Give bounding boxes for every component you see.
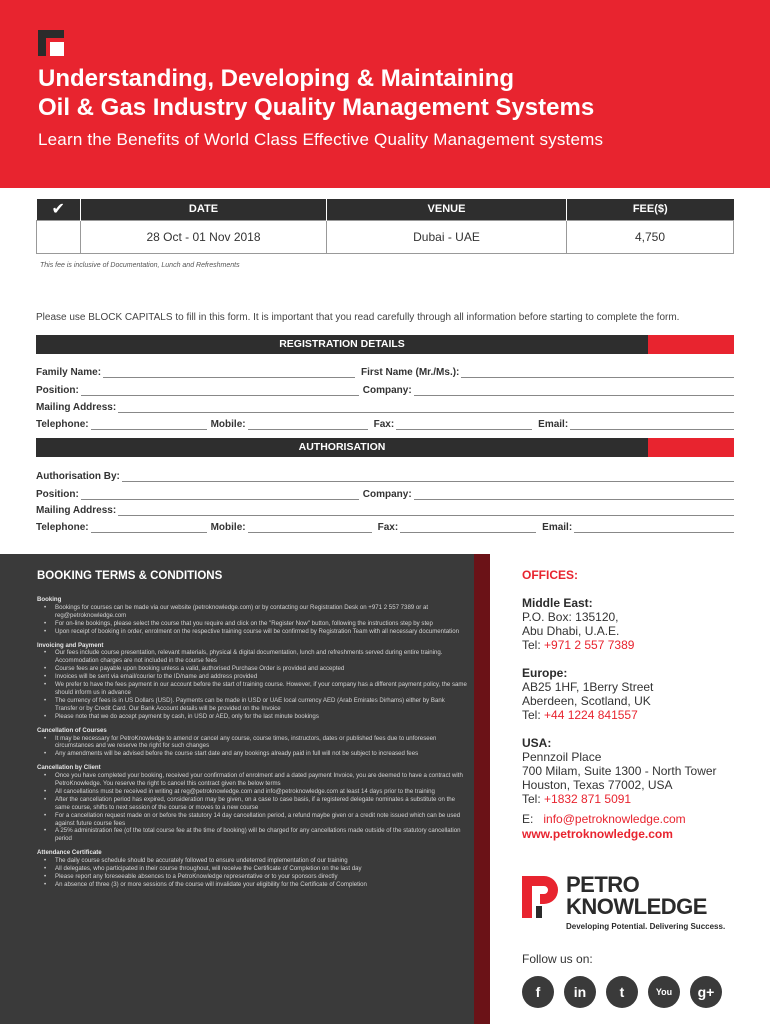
auth-position-row bbox=[36, 486, 734, 500]
tel-label: Tel: bbox=[522, 708, 545, 722]
office-address-line: Aberdeen, Scotland, UK bbox=[522, 694, 651, 708]
fee-table bbox=[36, 199, 734, 254]
company-label: Company: bbox=[362, 385, 412, 396]
mailing-address-field[interactable] bbox=[118, 403, 734, 413]
social-icons bbox=[522, 976, 722, 1008]
email-field[interactable] bbox=[570, 420, 734, 430]
position-label: Position: bbox=[36, 385, 79, 396]
mailing-address-label: Mailing Address: bbox=[36, 402, 117, 413]
terms-section-title: Invoicing and Payment bbox=[37, 641, 104, 649]
telephone-label: Telephone: bbox=[36, 419, 89, 430]
list-item: • Any amendments will be advised before the course start date and any bookings already paid in full will not be subject to increased fees bbox=[37, 750, 467, 758]
contact-email-link[interactable]: info@petroknowledge.com bbox=[543, 812, 686, 826]
registration-heading-bar bbox=[36, 335, 734, 354]
terms-body bbox=[37, 596, 467, 889]
logo-tagline: Developing Potential. Delivering Success. bbox=[566, 922, 726, 931]
fee-note: This fee is inclusive of Documentation, Lunch and Refreshments bbox=[40, 262, 240, 269]
list-item: • The daily course schedule should be accurately followed to ensure undeterred implementation of our training bbox=[37, 857, 467, 865]
auth-company-field[interactable] bbox=[414, 490, 734, 500]
email-prefix-label: E: bbox=[522, 812, 534, 826]
page-subtitle: Learn the Benefits of World Class Effective Quality Management systems bbox=[38, 130, 604, 149]
header-banner bbox=[0, 0, 770, 188]
auth-mobile-label: Mobile: bbox=[210, 522, 246, 533]
googleplus-icon[interactable]: g+ bbox=[690, 976, 722, 1008]
first-name-label: First Name (Mr./Ms.): bbox=[361, 367, 460, 378]
list-item: • A 25% administration fee (of the total course fee at the time of booking) will be charged for any cancellations made outside of the statutory cancellation period bbox=[37, 827, 467, 843]
office-phone[interactable]: +44 1224 841557 bbox=[544, 708, 638, 722]
column-header-venue: VENUE bbox=[327, 199, 567, 220]
office-phone[interactable]: +1832 871 5091 bbox=[544, 792, 632, 806]
telephone-field[interactable] bbox=[91, 420, 207, 430]
auth-fax-label: Fax: bbox=[377, 522, 399, 533]
office-name: Middle East: bbox=[522, 596, 593, 610]
terms-section-title: Cancellation by Client bbox=[37, 764, 101, 772]
office-address-line: 700 Milam, Suite 1300 - North Tower bbox=[522, 764, 717, 778]
list-item: • For on-line bookings, please select the course that you require and click on the "Register Now" button, following the instructions step by step bbox=[37, 620, 467, 628]
first-name-field[interactable] bbox=[461, 368, 734, 378]
list-item: • For a cancellation request made on or before the statutory 14 day cancellation period, a refund maybe given or a credit note issued which can be used against future course fees bbox=[37, 812, 467, 828]
logo-mark-icon bbox=[522, 876, 558, 918]
office-address-line: AB25 1HF, 1Berry Street bbox=[522, 680, 654, 694]
family-name-label: Family Name: bbox=[36, 367, 102, 378]
terms-section-title: Attendance Certificate bbox=[37, 849, 102, 857]
list-item: • All delegates, who participated in their course throughout, will receive the Certificate of Completion on the last day bbox=[37, 865, 467, 873]
company-field[interactable] bbox=[414, 386, 734, 396]
title-line-2: Oil & Gas Industry Quality Management Systems bbox=[38, 94, 595, 121]
office-address-line: P.O. Box: 135120, bbox=[522, 610, 619, 624]
mailing-address-row bbox=[36, 399, 734, 413]
list-item: • Our fees include course presentation, relevant materials, physical & digital documentation, lunch and refreshments served during entire training. Accommodation charges are not included in the course fees bbox=[37, 649, 467, 665]
registration-heading: REGISTRATION DETAILS bbox=[279, 338, 405, 350]
page-title bbox=[38, 64, 738, 122]
select-checkbox[interactable] bbox=[37, 220, 81, 253]
linkedin-icon[interactable]: in bbox=[564, 976, 596, 1008]
petroknowledge-logo bbox=[522, 872, 737, 936]
auth-email-label: Email: bbox=[542, 522, 573, 533]
fee-cell: 4,750 bbox=[567, 220, 734, 253]
column-header-date: DATE bbox=[81, 199, 327, 220]
family-name-field[interactable] bbox=[103, 368, 355, 378]
position-field[interactable] bbox=[81, 386, 359, 396]
mobile-label: Mobile: bbox=[210, 419, 246, 430]
booking-terms-panel bbox=[0, 554, 474, 1024]
office-europe bbox=[522, 666, 762, 722]
auth-email-field[interactable] bbox=[574, 523, 734, 533]
follow-us-label: Follow us on: bbox=[522, 952, 593, 966]
office-address-line: Pennzoil Place bbox=[522, 750, 602, 764]
auth-telephone-row bbox=[36, 519, 734, 533]
auth-mobile-field[interactable] bbox=[248, 523, 372, 533]
list-item: • Please report any foreseeable absences to a PetroKnowledge representative or to your sponsors directly bbox=[37, 873, 467, 881]
list-item: • It may be necessary for PetroKnowledge to amend or cancel any course, course times, instructors, dates or published fees due to unforeseen circumstances and we reserve the right for such changes bbox=[37, 735, 467, 751]
family-name-row bbox=[36, 364, 734, 378]
terms-section-title: Booking bbox=[37, 596, 62, 603]
auth-company-label: Company: bbox=[362, 489, 412, 500]
twitter-icon[interactable]: t bbox=[606, 976, 638, 1008]
office-usa bbox=[522, 736, 762, 806]
mobile-field[interactable] bbox=[248, 420, 368, 430]
form-instruction: Please use BLOCK CAPITALS to fill in this form. It is important that you read carefully through all information before starting to complete the form. bbox=[36, 312, 680, 323]
tel-label: Tel: bbox=[522, 792, 545, 806]
list-item: • Once you have completed your booking, received your confirmation of enrolment and a dated payment Invoice, you are deemed to have a contract with PetroKnowledge. You reserve the right to cancel this contract given the below terms bbox=[37, 772, 467, 788]
youtube-icon[interactable]: You bbox=[648, 976, 680, 1008]
table-row bbox=[37, 220, 734, 253]
terms-divider-strip bbox=[474, 554, 490, 1024]
list-item: • Upon receipt of booking in order, enrolment on the respective training course will be confirmed by Registration Team with all necessary documentation bbox=[37, 628, 467, 636]
brand-corner-icon bbox=[38, 30, 64, 56]
checkmark-icon: ✔ bbox=[37, 199, 81, 220]
auth-mailing-address-field[interactable] bbox=[118, 506, 734, 516]
list-item: • The currency of fees is in US Dollars (USD). Payments can be made in USD or UAE local currency AED (Arab Emirates Dirhams) either by Bank Transfer or by Credit Card. Our Bank Account details will be provided on the Invoice bbox=[37, 697, 467, 713]
logo-wordmark bbox=[566, 874, 707, 918]
office-name: USA: bbox=[522, 736, 552, 750]
contact-block bbox=[522, 812, 686, 842]
list-item: • Invoices will be sent via email/courier to the ID/name and address provided bbox=[37, 673, 467, 681]
office-name: Europe: bbox=[522, 666, 568, 680]
list-item: • Course fees are payable upon booking unless a valid, authorised Purchase Order is provided and accepted bbox=[37, 665, 467, 673]
list-item: • Bookings for courses can be made via our website (petroknowledge.com) or by contacting our Registration Desk on +971 2 557 7389 or at reg@petroknowledge.com bbox=[37, 604, 467, 620]
tel-label: Tel: bbox=[522, 638, 545, 652]
fax-field[interactable] bbox=[396, 420, 532, 430]
fax-label: Fax: bbox=[373, 419, 395, 430]
auth-fax-field[interactable] bbox=[400, 523, 536, 533]
telephone-row bbox=[36, 416, 734, 430]
list-item: • After the cancellation period has expired, consideration may be given, on a case to case basis, if a registered delegate nominates a substitute on the same course, shifts to next session of the course or moves to a new course bbox=[37, 796, 467, 812]
offices-heading: OFFICES: bbox=[522, 568, 578, 582]
office-address-line: Houston, Texas 77002, USA bbox=[522, 778, 673, 792]
title-line-1: Understanding, Developing & Maintaining bbox=[38, 65, 515, 92]
list-item: • All cancellations must be received in writing at reg@petroknowledge.com and info@petroknowledge.com at least 14 days prior to the training bbox=[37, 788, 467, 796]
auth-telephone-label: Telephone: bbox=[36, 522, 89, 533]
authorisation-by-row bbox=[36, 468, 734, 482]
logo-line-1: PETRO bbox=[566, 872, 640, 897]
terms-section-title: Cancellation of Courses bbox=[37, 726, 107, 734]
auth-telephone-field[interactable] bbox=[91, 523, 207, 533]
authorisation-by-label: Authorisation By: bbox=[36, 471, 120, 482]
date-cell: 28 Oct - 01 Nov 2018 bbox=[81, 220, 327, 253]
facebook-icon[interactable]: f bbox=[522, 976, 554, 1008]
list-item: • An absence of three (3) or more sessions of the course will invalidate your eligibility for the Certificate of Completion bbox=[37, 881, 467, 889]
authorisation-heading-bar bbox=[36, 438, 734, 457]
auth-mailing-address-label: Mailing Address: bbox=[36, 505, 117, 516]
auth-position-label: Position: bbox=[36, 489, 79, 500]
email-label: Email: bbox=[538, 419, 569, 430]
list-item: • Please note that we do accept payment by cash, in USD or AED, only for the last minute bookings bbox=[37, 713, 467, 721]
website-link[interactable]: www.petroknowledge.com bbox=[522, 827, 673, 841]
list-item: • We prefer to have the fees payment in our account before the start of training course. However, if your company has a different payment policy, the same should inform us in advance bbox=[37, 681, 467, 697]
venue-cell: Dubai - UAE bbox=[327, 220, 567, 253]
auth-mailing-address-row bbox=[36, 502, 734, 516]
authorisation-by-field[interactable] bbox=[122, 472, 734, 482]
office-address-line: Abu Dhabi, U.A.E. bbox=[522, 624, 620, 638]
office-middle-east bbox=[522, 596, 762, 652]
offices-panel bbox=[522, 568, 762, 806]
office-phone[interactable]: +971 2 557 7389 bbox=[544, 638, 635, 652]
authorisation-heading: AUTHORISATION bbox=[298, 441, 386, 453]
column-header-fee: FEE($) bbox=[567, 199, 734, 220]
logo-line-2: KNOWLEDGE bbox=[566, 894, 707, 919]
position-row bbox=[36, 382, 734, 396]
terms-heading: BOOKING TERMS & CONDITIONS bbox=[37, 570, 223, 582]
auth-position-field[interactable] bbox=[81, 490, 359, 500]
